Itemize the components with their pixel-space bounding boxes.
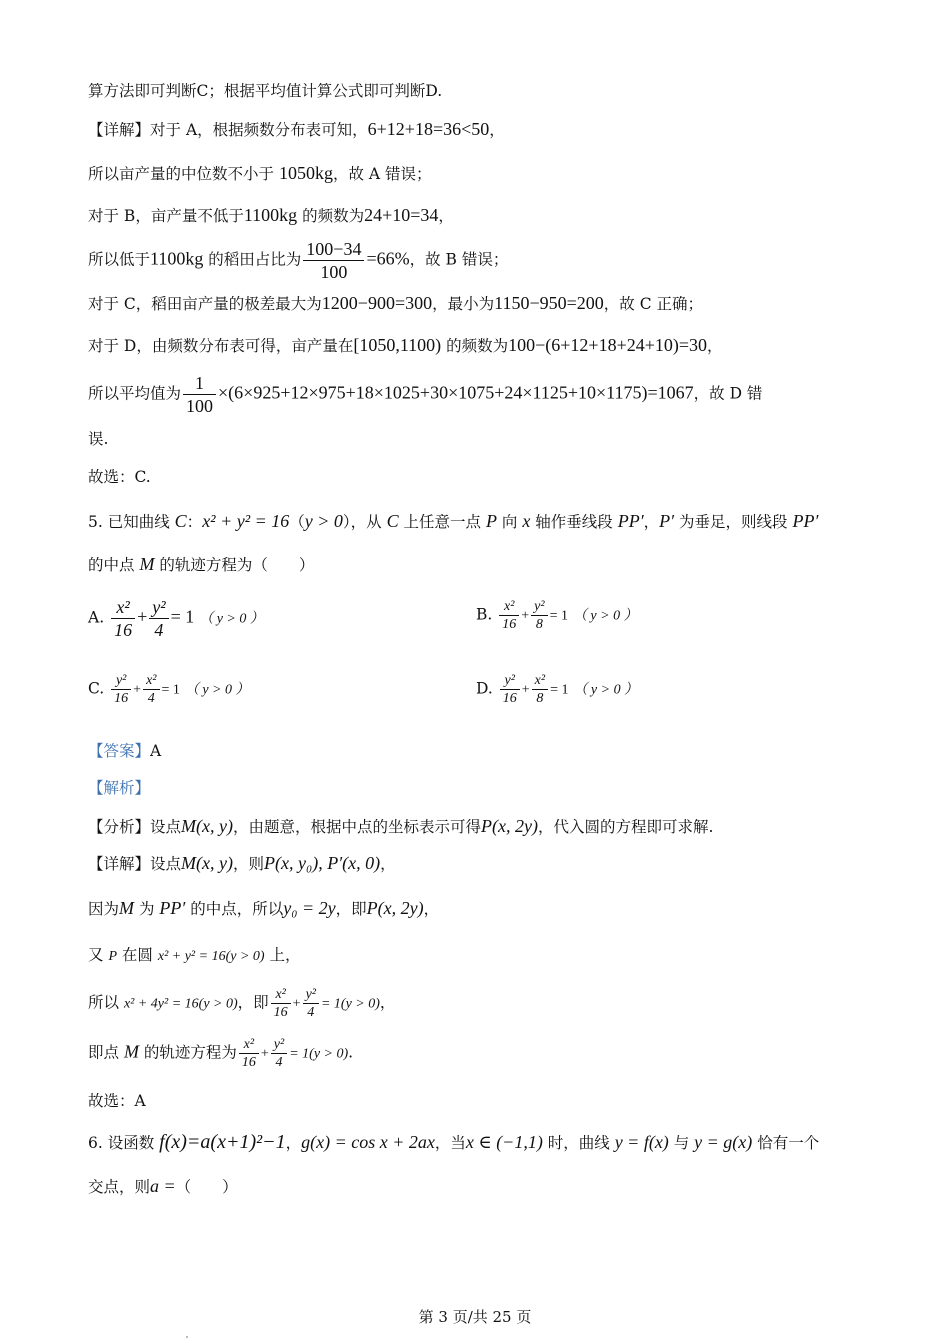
- fraction: $\frac{\text{x²}}{16}$: [111, 596, 135, 641]
- text-line: 所以亩产量的中位数不小于 1050kg，故 A 错误；: [88, 163, 432, 183]
- question-6-text: 6. 设函数 f(x)=a(x+1)²−1，g(x) = cos x + 2ax，当x ∈ (−1,1) 时，曲线 y = f(x) 与 y = g(x) 恰有一个: [88, 1131, 820, 1153]
- fraction: $\frac{\text{x²}}{8}$: [532, 672, 548, 707]
- text-line: 所以低于1100kg 的稻田占比为 $\frac{100-34}{100}$ =66%，故 B 错误；: [88, 239, 509, 282]
- fraction: $\frac{\text{y²}}{8}$: [531, 598, 547, 633]
- question-5-text: 5. 已知曲线 C：x² + y² = 16（y > 0），从 C 上任意一点 P 向 x 轴作垂线段 PP′，P′ 为垂足，则线段 PP′: [88, 511, 819, 531]
- text-line: 所以 x² + 4y² = 16(y > 0)，即 $\frac{\text{x²}}{16}$ + $\frac{\text{y²}}{4}$ = 1(y > 0)，: [88, 987, 396, 1020]
- text-line: 又 P 在圆 x² + y² = 16(y > 0) 上，: [88, 946, 301, 964]
- text-line: 对于 D，由频数分布表可得，亩产量在[1050,1100) 的频数为100−(6+12+18+24+10)=30，: [88, 335, 723, 355]
- option-b[interactable]: B. $\frac{\text{x²}}{16}$ + $\frac{\text{y²}}{8}$ = 1 （ y > 0 ）: [476, 599, 638, 632]
- fraction: $\frac{\text{x²}}{16}$: [271, 986, 291, 1021]
- fraction: $\frac{\text{y²}}{4}$: [149, 596, 168, 641]
- analysis-line: 【分析】设点M(x, y)，由题意，根据中点的坐标表示可得P(x, 2y)，代入圆的方程即可求解.: [88, 816, 714, 836]
- text-line: 对于 C，稻田亩产量的极差最大为1200−900=300，最小为1150−950=200，故 C 正确；: [88, 293, 703, 313]
- option-c[interactable]: C. $\frac{\text{y²}}{16}$ + $\frac{\text{x²}}{4}$ = 1 （ y > 0 ）: [88, 673, 250, 706]
- option-a[interactable]: A. $\frac{\text{x²}}{16}$ + $\frac{\text{y²}}{4}$ = 1 （ y > 0 ）: [88, 597, 264, 640]
- answer-line: 【答案】A: [88, 742, 162, 760]
- analysis-tag: 【解析】: [88, 779, 151, 797]
- text-line: 故选：A: [88, 1092, 146, 1110]
- text-line: 所以平均值为 $\frac{1}{100}$ ×(6×925+12×975+18×1025+30×1075+24×1125+10×1175)=1067，故 D 错: [88, 373, 763, 416]
- fraction: $\frac{\text{y²}}{4}$: [271, 1036, 287, 1071]
- fraction: $\frac{\text{x²}}{16}$: [499, 598, 519, 633]
- detail-line: 【详解】设点M(x, y)，则P(x, y₀), P′(x, 0)，: [88, 853, 396, 873]
- text-line: 因为M 为 PP′ 的中点，所以y₀ = 2y，即P(x, 2y)，: [88, 898, 440, 918]
- fraction: $\frac{\text{y²}}{16}$: [500, 672, 520, 707]
- fraction: $\frac{1}{100}$: [183, 372, 216, 417]
- question-5-text: 的中点 M 的轨迹方程为（ ）: [88, 554, 315, 574]
- fraction: $\frac{\text{y²}}{4}$: [303, 986, 319, 1021]
- fraction: $\frac{\text{y²}}{16}$: [111, 672, 131, 707]
- answer-tag: 【答案】: [88, 742, 151, 760]
- option-d[interactable]: D. $\frac{\text{y²}}{16}$ + $\frac{\text{x²}}{8}$ = 1 （ y > 0 ）: [476, 673, 639, 706]
- question-6-text: 交点，则a =（ ）: [88, 1176, 238, 1196]
- text-line: 即点 M 的轨迹方程为 $\frac{\text{x²}}{16}$ + $\frac{\text{y²}}{4}$ = 1(y > 0).: [88, 1037, 354, 1070]
- analysis-tag-line: [88, 777, 150, 799]
- detail-a-line: 【详解】对于 A，根据频数分布表可知，6+12+18=36<50，: [88, 119, 505, 139]
- fraction: $\frac{\text{x²}}{16}$: [239, 1036, 259, 1071]
- speck: [186, 1336, 188, 1338]
- fraction: $\frac{100-34}{100}$: [303, 238, 364, 283]
- text-line: 对于 B，亩产量不低于1100kg 的频数为24+10=34，: [88, 205, 454, 225]
- text-line: 故选：C.: [88, 468, 151, 486]
- text-line: 算方法即可判断C；根据平均值计算公式即可判断D.: [88, 82, 443, 100]
- page-footer: 第 3 页/共 25 页: [418, 1308, 532, 1326]
- text-line: 误.: [88, 430, 109, 448]
- fraction: $\frac{\text{x²}}{4}$: [143, 672, 159, 707]
